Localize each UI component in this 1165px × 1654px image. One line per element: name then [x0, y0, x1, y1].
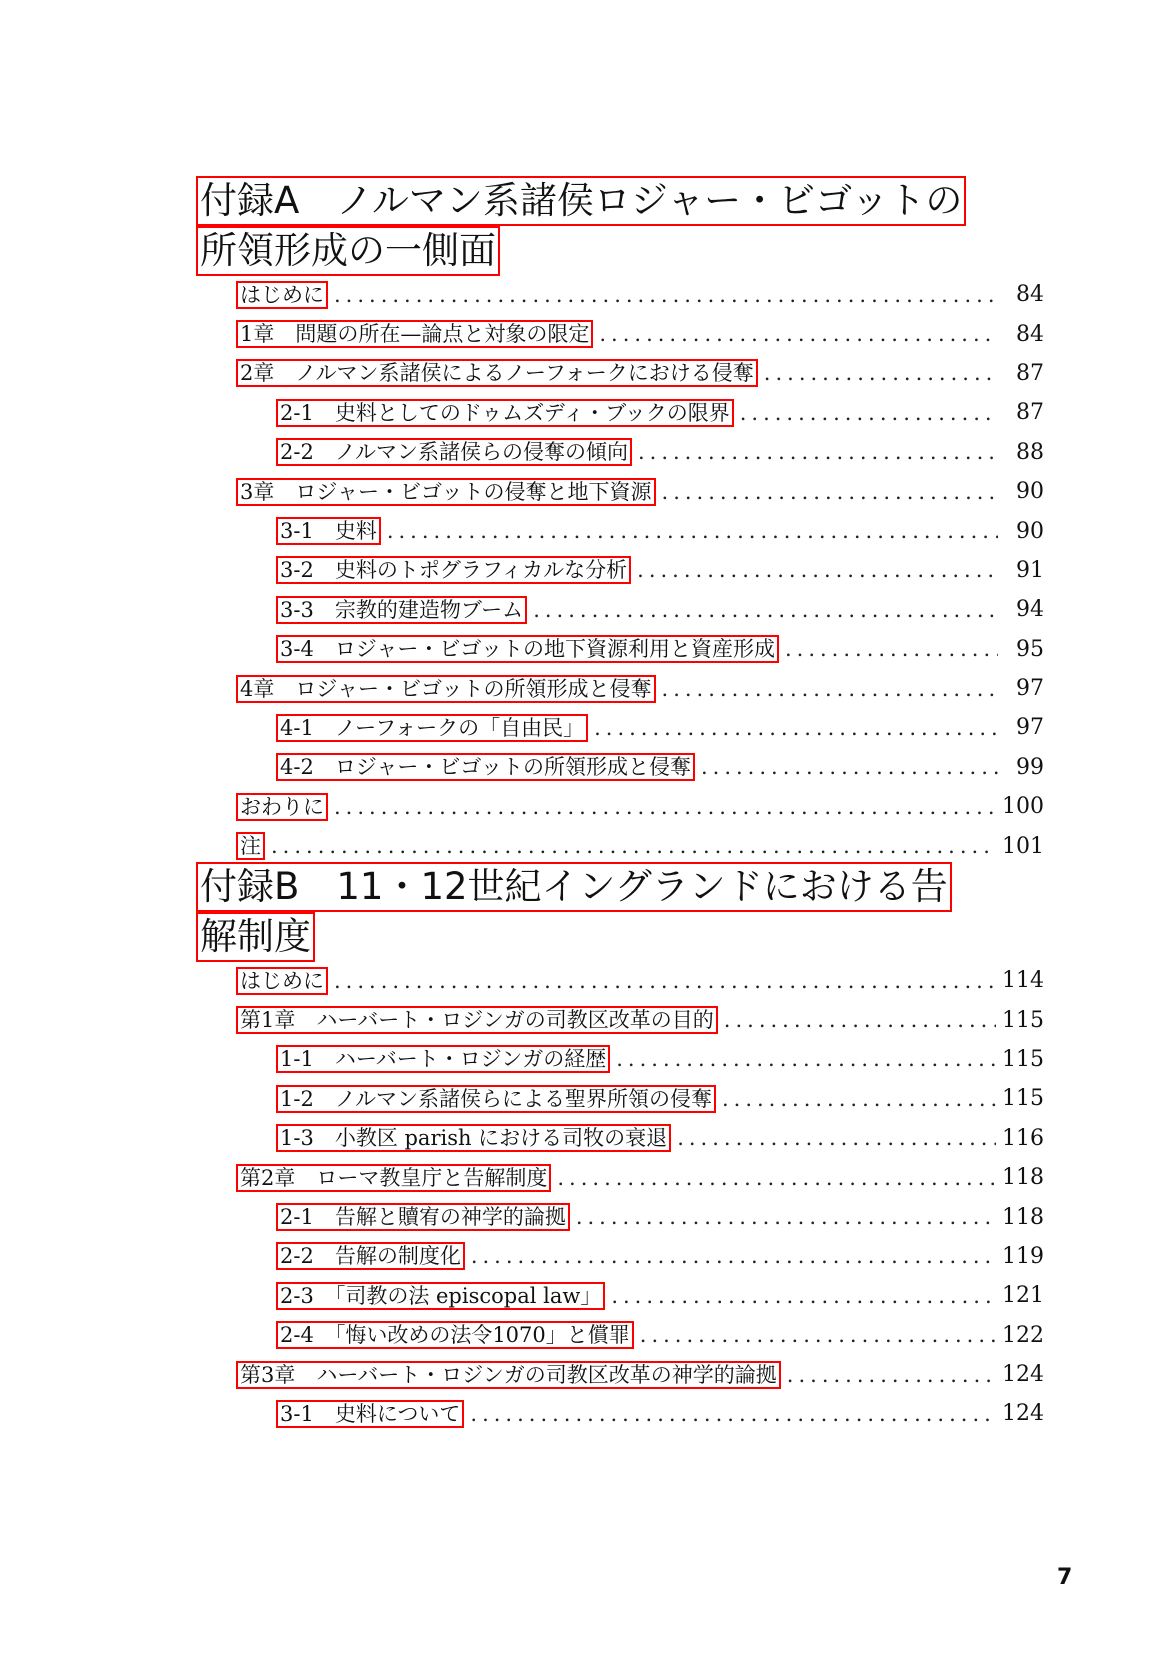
dot-leader [662, 480, 998, 504]
toc-entry-label: 第2章 ローマ教皇庁と告解制度 [236, 1164, 551, 1192]
toc-entry-page: 124 [1002, 1362, 1044, 1388]
toc-entry-label: 2-2 告解の制度化 [276, 1242, 465, 1270]
dot-leader [740, 401, 998, 425]
toc-entry-label: 4-2 ロジャー・ビゴットの所領形成と侵奪 [276, 753, 695, 781]
toc-entry-label: 3-2 史料のトポグラフィカルな分析 [276, 556, 631, 584]
toc-entry [236, 1079, 1044, 1118]
appendix-a-toc [236, 275, 1044, 866]
toc-entry-label: 4-1 ノーフォークの「自由民」 [276, 714, 588, 742]
toc-entry-page: 97 [1016, 676, 1044, 702]
page-number: 7 [1057, 1565, 1073, 1590]
toc-entry [236, 314, 1044, 353]
dot-leader [576, 1205, 996, 1229]
dot-leader [724, 1008, 996, 1032]
dot-leader [471, 1244, 996, 1268]
toc-entry [236, 1197, 1044, 1236]
toc-entry-page: 97 [1016, 715, 1044, 741]
toc-entry-page: 122 [1002, 1322, 1044, 1348]
dot-leader [599, 322, 998, 346]
toc-entry-page: 115 [1002, 1046, 1044, 1072]
dot-leader [387, 519, 998, 543]
appendix-b-title-line-1: 付録B 11・12世紀イングランドにおける告 [196, 862, 952, 912]
toc-entry [236, 472, 1044, 511]
dot-leader [722, 1087, 996, 1111]
toc-entry [236, 433, 1044, 472]
toc-entry [236, 1355, 1044, 1394]
toc-entry-page: 90 [1016, 479, 1044, 505]
dot-leader [334, 795, 996, 819]
toc-entry-label: 2-1 告解と贖宥の神学的論拠 [276, 1203, 570, 1231]
toc-entry-page: 84 [1016, 282, 1044, 308]
toc-entry-page: 99 [1016, 754, 1044, 780]
toc-entry [236, 961, 1044, 1000]
appendix-b-title-line-2: 解制度 [196, 912, 315, 962]
toc-entry-label: 3-3 宗教的建造物ブーム [276, 596, 527, 624]
toc-entry [236, 630, 1044, 669]
toc-entry [236, 590, 1044, 629]
toc-entry-page: 124 [1002, 1401, 1044, 1427]
dot-leader [611, 1284, 996, 1308]
toc-entry-page: 101 [1002, 833, 1044, 859]
dot-leader [638, 440, 998, 464]
toc-entry-label: 第1章 ハーバート・ロジンガの司教区改革の目的 [236, 1006, 718, 1034]
toc-entry [236, 826, 1044, 865]
toc-entry [236, 1276, 1044, 1315]
toc-entry-label: 1-3 小教区 parish における司牧の衰退 [276, 1124, 671, 1152]
toc-entry [236, 1394, 1044, 1433]
appendix-a-title [196, 176, 1016, 276]
toc-entry [236, 1119, 1044, 1158]
toc-entry-label: 1-1 ハーバート・ロジンガの経歴 [276, 1045, 610, 1073]
dot-leader [557, 1166, 996, 1190]
dot-leader [470, 1402, 996, 1426]
appendix-a-title-line-1: 付録A ノルマン系諸侯ロジャー・ビゴットの [196, 176, 966, 226]
toc-entry-label: 3-4 ロジャー・ビゴットの地下資源利用と資産形成 [276, 635, 779, 663]
toc-entry-page: 115 [1002, 1086, 1044, 1112]
toc-entry [236, 1040, 1044, 1079]
toc-entry [236, 551, 1044, 590]
toc-entry-label: 1章 問題の所在—論点と対象の限定 [236, 320, 593, 348]
toc-entry-label: 2-1 史料としてのドゥムズディ・ブックの限界 [276, 399, 734, 427]
toc-entry-label: 2-4 「悔い改めの法令1070」と償罪 [276, 1321, 634, 1349]
toc-entry-page: 90 [1016, 518, 1044, 544]
toc-entry [236, 708, 1044, 747]
dot-leader [334, 283, 998, 307]
toc-entry-page: 95 [1016, 636, 1044, 662]
dot-leader [594, 716, 998, 740]
toc-entry [236, 393, 1044, 432]
toc-entry-page: 87 [1016, 360, 1044, 386]
toc-entry-page: 118 [1002, 1204, 1044, 1230]
dot-leader [701, 755, 998, 779]
toc-entry-label: 4章 ロジャー・ビゴットの所領形成と侵奪 [236, 675, 656, 703]
toc-entry [236, 511, 1044, 550]
dot-leader [640, 1323, 996, 1347]
toc-entry-page: 87 [1016, 400, 1044, 426]
toc-entry-label: はじめに [236, 281, 328, 309]
toc-entry-page: 115 [1002, 1007, 1044, 1033]
appendix-b-title [196, 862, 1016, 962]
toc-entry [236, 787, 1044, 826]
dot-leader [662, 677, 998, 701]
toc-entry-label: 1-2 ノルマン系諸侯らによる聖界所領の侵奪 [276, 1085, 716, 1113]
dot-leader [334, 969, 996, 993]
toc-entry-label: はじめに [236, 967, 328, 995]
toc-entry [236, 669, 1044, 708]
dot-leader [616, 1047, 996, 1071]
toc-entry-label: 注 [236, 832, 265, 860]
dot-leader [533, 598, 998, 622]
toc-entry-label: 3-1 史料 [276, 517, 381, 545]
toc-entry-page: 119 [1002, 1243, 1044, 1269]
toc-entry-page: 116 [1002, 1125, 1044, 1151]
toc-entry [236, 1316, 1044, 1355]
toc-entry-page: 118 [1002, 1165, 1044, 1191]
dot-leader [785, 637, 998, 661]
toc-entry-page: 84 [1016, 321, 1044, 347]
appendix-b-toc [236, 961, 1044, 1434]
dot-leader [764, 361, 998, 385]
dot-leader [637, 558, 998, 582]
toc-entry-page: 88 [1016, 439, 1044, 465]
toc-entry-label: 第3章 ハーバート・ロジンガの司教区改革の神学的論拠 [236, 1361, 781, 1389]
toc-entry [236, 748, 1044, 787]
toc-entry-page: 91 [1016, 557, 1044, 583]
toc-entry [236, 1237, 1044, 1276]
toc-entry [236, 1000, 1044, 1039]
toc-entry [236, 1158, 1044, 1197]
toc-entry-page: 100 [1002, 794, 1044, 820]
appendix-a-title-line-2: 所領形成の一側面 [196, 226, 500, 276]
toc-entry-label: 2-3 「司教の法 episcopal law」 [276, 1282, 605, 1310]
toc-entry-label: おわりに [236, 793, 328, 821]
toc-entry-page: 94 [1016, 597, 1044, 623]
toc-entry [236, 275, 1044, 314]
toc-entry [236, 354, 1044, 393]
toc-entry-label: 3-1 史料について [276, 1400, 464, 1428]
dot-leader [271, 834, 996, 858]
toc-entry-page: 121 [1002, 1283, 1044, 1309]
toc-entry-label: 2章 ノルマン系諸侯によるノーフォークにおける侵奪 [236, 359, 758, 387]
toc-entry-label: 2-2 ノルマン系諸侯らの侵奪の傾向 [276, 438, 632, 466]
toc-entry-page: 114 [1002, 968, 1044, 994]
dot-leader [677, 1126, 996, 1150]
dot-leader [787, 1363, 996, 1387]
toc-entry-label: 3章 ロジャー・ビゴットの侵奪と地下資源 [236, 478, 656, 506]
